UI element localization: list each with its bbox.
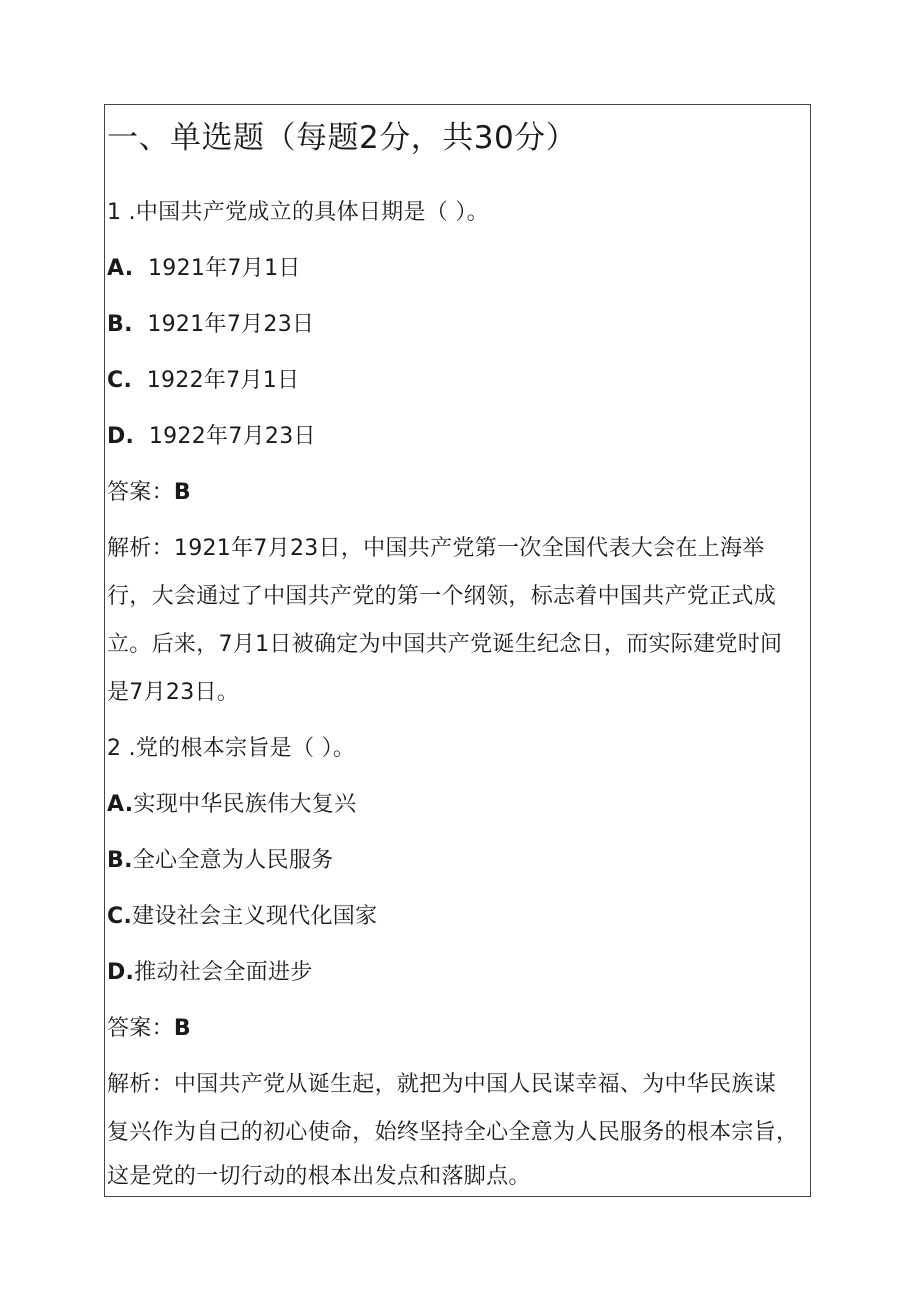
question-2-explanation-line-3: 这是党的一切行动的根本出发点和落脚点。 [107,1164,531,1189]
question-1-stem: 1 .中国共产党成立的具体日期是（ ）。 [107,200,489,225]
option-text: 1922年7月23日 [148,424,316,449]
option-text: 建设社会主义现代化国家 [132,904,378,929]
question-1-explanation-line-2: 行，大会通过了中国共产党的第一个纲领，标志着中国共产党正式成 [107,584,777,609]
question-2-stem: 2 .党的根本宗旨是（ ）。 [107,736,356,761]
option-text: 推动社会全面进步 [134,960,313,985]
option-letter: A. [107,256,134,281]
question-2-explanation-line-2: 复兴作为自己的初心使命，始终坚持全心全意为人民服务的根本宗旨， [107,1120,799,1145]
question-2-explanation-line-1: 解析：中国共产党从诞生起，就把为中国人民谋幸福、为中华民族谋 [107,1072,777,1097]
answer-value: B [173,1016,191,1041]
option-text: 1921年7月23日 [147,312,315,337]
option-letter: B. [107,848,133,873]
option-text: 实现中华民族伟大复兴 [133,792,357,817]
answer-label: 答案： [107,480,174,505]
question-2-option-a [107,790,356,820]
question-2-answer [107,1014,191,1044]
question-2-option-b [107,846,333,876]
option-letter: A. [107,792,134,817]
question-1-option-b [107,310,314,340]
option-letter: D. [107,424,135,449]
question-1-answer [107,478,191,508]
option-letter: C. [107,368,133,393]
question-1-option-d [107,422,316,452]
option-letter: D. [107,960,135,985]
option-text: 全心全意为人民服务 [132,848,334,873]
question-2-option-c [107,902,377,932]
answer-label: 答案： [107,1016,174,1041]
option-letter: B. [107,312,133,337]
option-letter: C. [107,904,133,929]
question-1-explanation-line-3: 立。后来，7月1日被确定为中国共产党诞生纪念日，而实际建党时间 [107,632,783,657]
question-1-explanation-line-4: 是7月23日。 [107,680,240,705]
question-2-option-d [107,958,313,988]
option-text: 1922年7月1日 [146,368,300,393]
option-text: 1921年7月1日 [148,256,301,281]
section-title: 一、单选题（每题2分，共30分） [107,120,578,156]
question-1-option-c [107,366,299,396]
question-1-option-a [107,254,301,284]
question-1-explanation-line-1: 解析：1921年7月23日，中国共产党第一次全国代表大会在上海举 [107,536,765,561]
answer-value: B [173,480,191,505]
